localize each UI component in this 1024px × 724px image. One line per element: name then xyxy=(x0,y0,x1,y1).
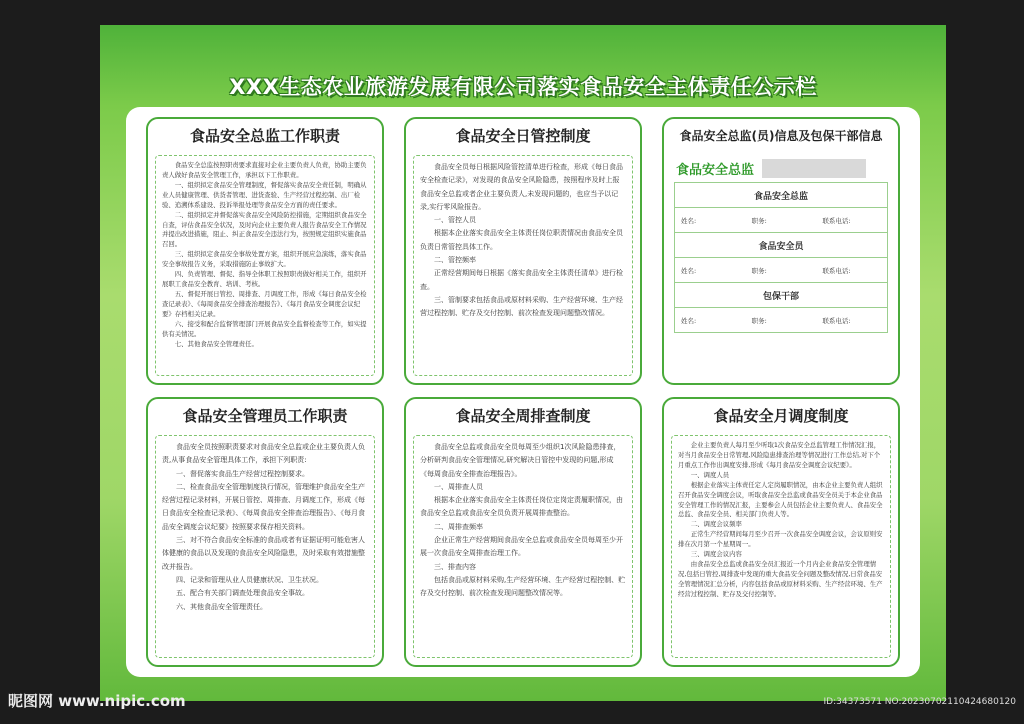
director-name-row xyxy=(664,153,898,182)
card-body xyxy=(671,435,891,658)
name-field: 姓名: xyxy=(681,216,697,225)
card-title: 食品安全周排查制度 xyxy=(455,407,591,425)
section-heading: 食品安全总监 xyxy=(675,183,887,208)
name-blank xyxy=(762,159,866,178)
card-body xyxy=(155,155,375,376)
phone-field: 联系电话: xyxy=(822,216,851,225)
name-field: 姓名: xyxy=(681,266,697,275)
field-row xyxy=(675,258,887,283)
card-info xyxy=(662,117,900,385)
watermark-id: ID:34373571 NO:20230702110424680120 xyxy=(823,697,1016,707)
phone-field: 联系电话: xyxy=(822,266,851,275)
section-heading: 包保干部 xyxy=(675,283,887,308)
card-weekly-check xyxy=(404,397,642,667)
card-text: 企业主要负责人每月至少听取1次食品安全总监管理工作情况汇报，对当月食品安全日常管理,风险隐患排查治理等情况进行工作总结,对下个月重点工作作出调度安排,形成《每月食品安全调度会议纪要》。 一、调度人员 根据企业落实主体责任定人定岗履职情况，由本企业主要负责人组织召开食品安全调度会议，听取食品安全总监或食品安全员关于本企业食品安全管理工作的情况汇报，主要参会人员包括企业主要负责人、食品安全总监、食品安全员、相关部门负责人等。 二、调度会议频率 正常生产经营期间每月至少召开一次食品安全调度会议，会议原则安排在次月第一个星期周一。 三、调度会议内容 由食品安全总监或食品安全员汇报近一个月内企业食品安全管理情况,包括日管控,周排查中发现的重大食品安全问题及整改情况,日常食品安全管理情况汇总分析，内容包括食品或原材料采购、生产经营环境、生产经营过程控制、贮存及交付控制等。 xyxy=(678,441,883,598)
card-body xyxy=(155,435,375,658)
board-panel xyxy=(126,107,920,677)
watermark-site: 昵图网 www.nipic.com xyxy=(8,692,186,710)
bulletin-board xyxy=(100,25,946,701)
board-title: XXX生态农业旅游发展有限公司落实食品安全主体责任公示栏 xyxy=(229,75,817,99)
card-text: 食品安全总监或食品安全员每周至少组织1次风险隐患排查，分析研判食品安全管理情况,研究解决日管控中发现的问题,形成《每周食品安全排查治理报告》。 一、周排查人员 根据本企业落实食品安全主体责任岗位定岗定责履职情况，由食品安全总监或食品安全员负责开展周排查整治。 二、周排查频率 企业正常生产经营期间食品安全总监或食品安全员每周至少开展一次食品安全周排查治理工作。 三、排查内容 包括食品或原材料采购,生产经营环境、生产经营过程控制、贮存及交付控制、前次检查发现问题整改情况等。 xyxy=(420,443,626,598)
card-daily-control xyxy=(404,117,642,385)
phone-field: 联系电话: xyxy=(822,316,851,325)
card-text: 食品安全员每日根据风险管控清单进行检查，形成《每日食品安全检查记录》，对发现的食品安全风险隐患，按照程序及时上报食品安全总监或者企业主要负责人,未发现问题的，也应当予以记录,实行零风险报告。 一、管控人员 根据本企业落实食品安全主体责任岗位职责情况由食品安全员负责日常管控具体工作。 二、管控频率 正常经营期间每日根据《落实食品安全主体责任清单》进行检查。 三、管制要求包括食品或原材料采购、生产经营环境、生产经营过程控制、贮存及交付控制、前次检查发现问题整改情况。 xyxy=(420,163,623,318)
card-body xyxy=(413,155,633,376)
card-title: 食品安全月调度制度 xyxy=(713,407,849,425)
card-title: 食品安全总监工作职责 xyxy=(189,127,340,145)
info-grid xyxy=(674,182,888,333)
card-text: 食品安全员按照职责要求对食品安全总监或企业主要负责人负责,从事食品安全管理具体工作，承担下列职责: 一、督促落实食品生产经营过程控制要求。 二、检查食品安全管理制度执行情况，管理维护食品安全生产经营过程记录材料，开展日管控、周排查、月调度工作，形成《每日食品安全检查记录表》、《每周食品安全排查治理报告》、《每月食品安全调度会议纪要》按照要求保存相关资料。 三、对不符合食品安全标准的食品或者有证据证明可能危害人体健康的食品以及发现的食品安全风险隐患，及时采取有效措施整改并报告。 四、记录和管理从业人员健康状况、卫生状况。 五、配合有关部门调查处理食品安全事故。 六、其他食品安全管理责任。 xyxy=(162,443,365,611)
card-manager-duties xyxy=(146,397,384,667)
field-row xyxy=(675,208,887,233)
field-row xyxy=(675,308,887,332)
card-director-duties xyxy=(146,117,384,385)
card-monthly-dispatch xyxy=(662,397,900,667)
position-field: 职务: xyxy=(751,216,767,225)
name-field: 姓名: xyxy=(681,316,697,325)
position-field: 职务: xyxy=(751,266,767,275)
position-field: 职务: xyxy=(751,316,767,325)
card-text: 食品安全总监按照职责要求直接对企业主要负责人负责，协助主要负责人做好食品安全管理工作，承担以下工作职责。 一、组织拟定食品安全管理制度，督促落实食品安全责任制，明确从业人员健康管理、供货者管理、进货查验、生产经营过程控制、出厂检验、追溯体系建设、投诉举报处理等食品安全方面的责任要求。 二、组织拟定并督促落实食品安全风险防控措施，定期组织食品安全自查，评估食品安全状况，及时向企业主要负责人报告食品安全工作情况并提出改进措施，阻止、纠正食品安全违法行为，按照规定组织实施食品召回。 三、组织拟定食品安全事故处置方案，组织开展应急演练，落实食品安全事故报告义务，采取措施防止事故扩大。 四、负责管理、督促、指导全体职工按照职责做好相关工作，组织开展职工食品安全教育、培训、考核。 五、督促开展日管控、周排查、月调度工作，形成《每日食品安全检查记录表》、《每周食品安全排查治理报告》、《每月食品安全调度会议纪要》存档相关记录。 六、接受和配合监督管理部门开展食品安全监督检查等工作，如实提供有关情况。 七、其他食品安全管理责任。 xyxy=(162,161,367,348)
card-body xyxy=(413,435,633,658)
section-heading: 食品安全员 xyxy=(675,233,887,258)
card-title: 食品安全日管控制度 xyxy=(455,127,591,145)
card-title: 食品安全管理员工作职责 xyxy=(182,407,348,425)
card-title: 食品安全总监(员)信息及包保干部信息 xyxy=(679,129,883,143)
director-label: 食品安全总监 xyxy=(676,163,755,178)
